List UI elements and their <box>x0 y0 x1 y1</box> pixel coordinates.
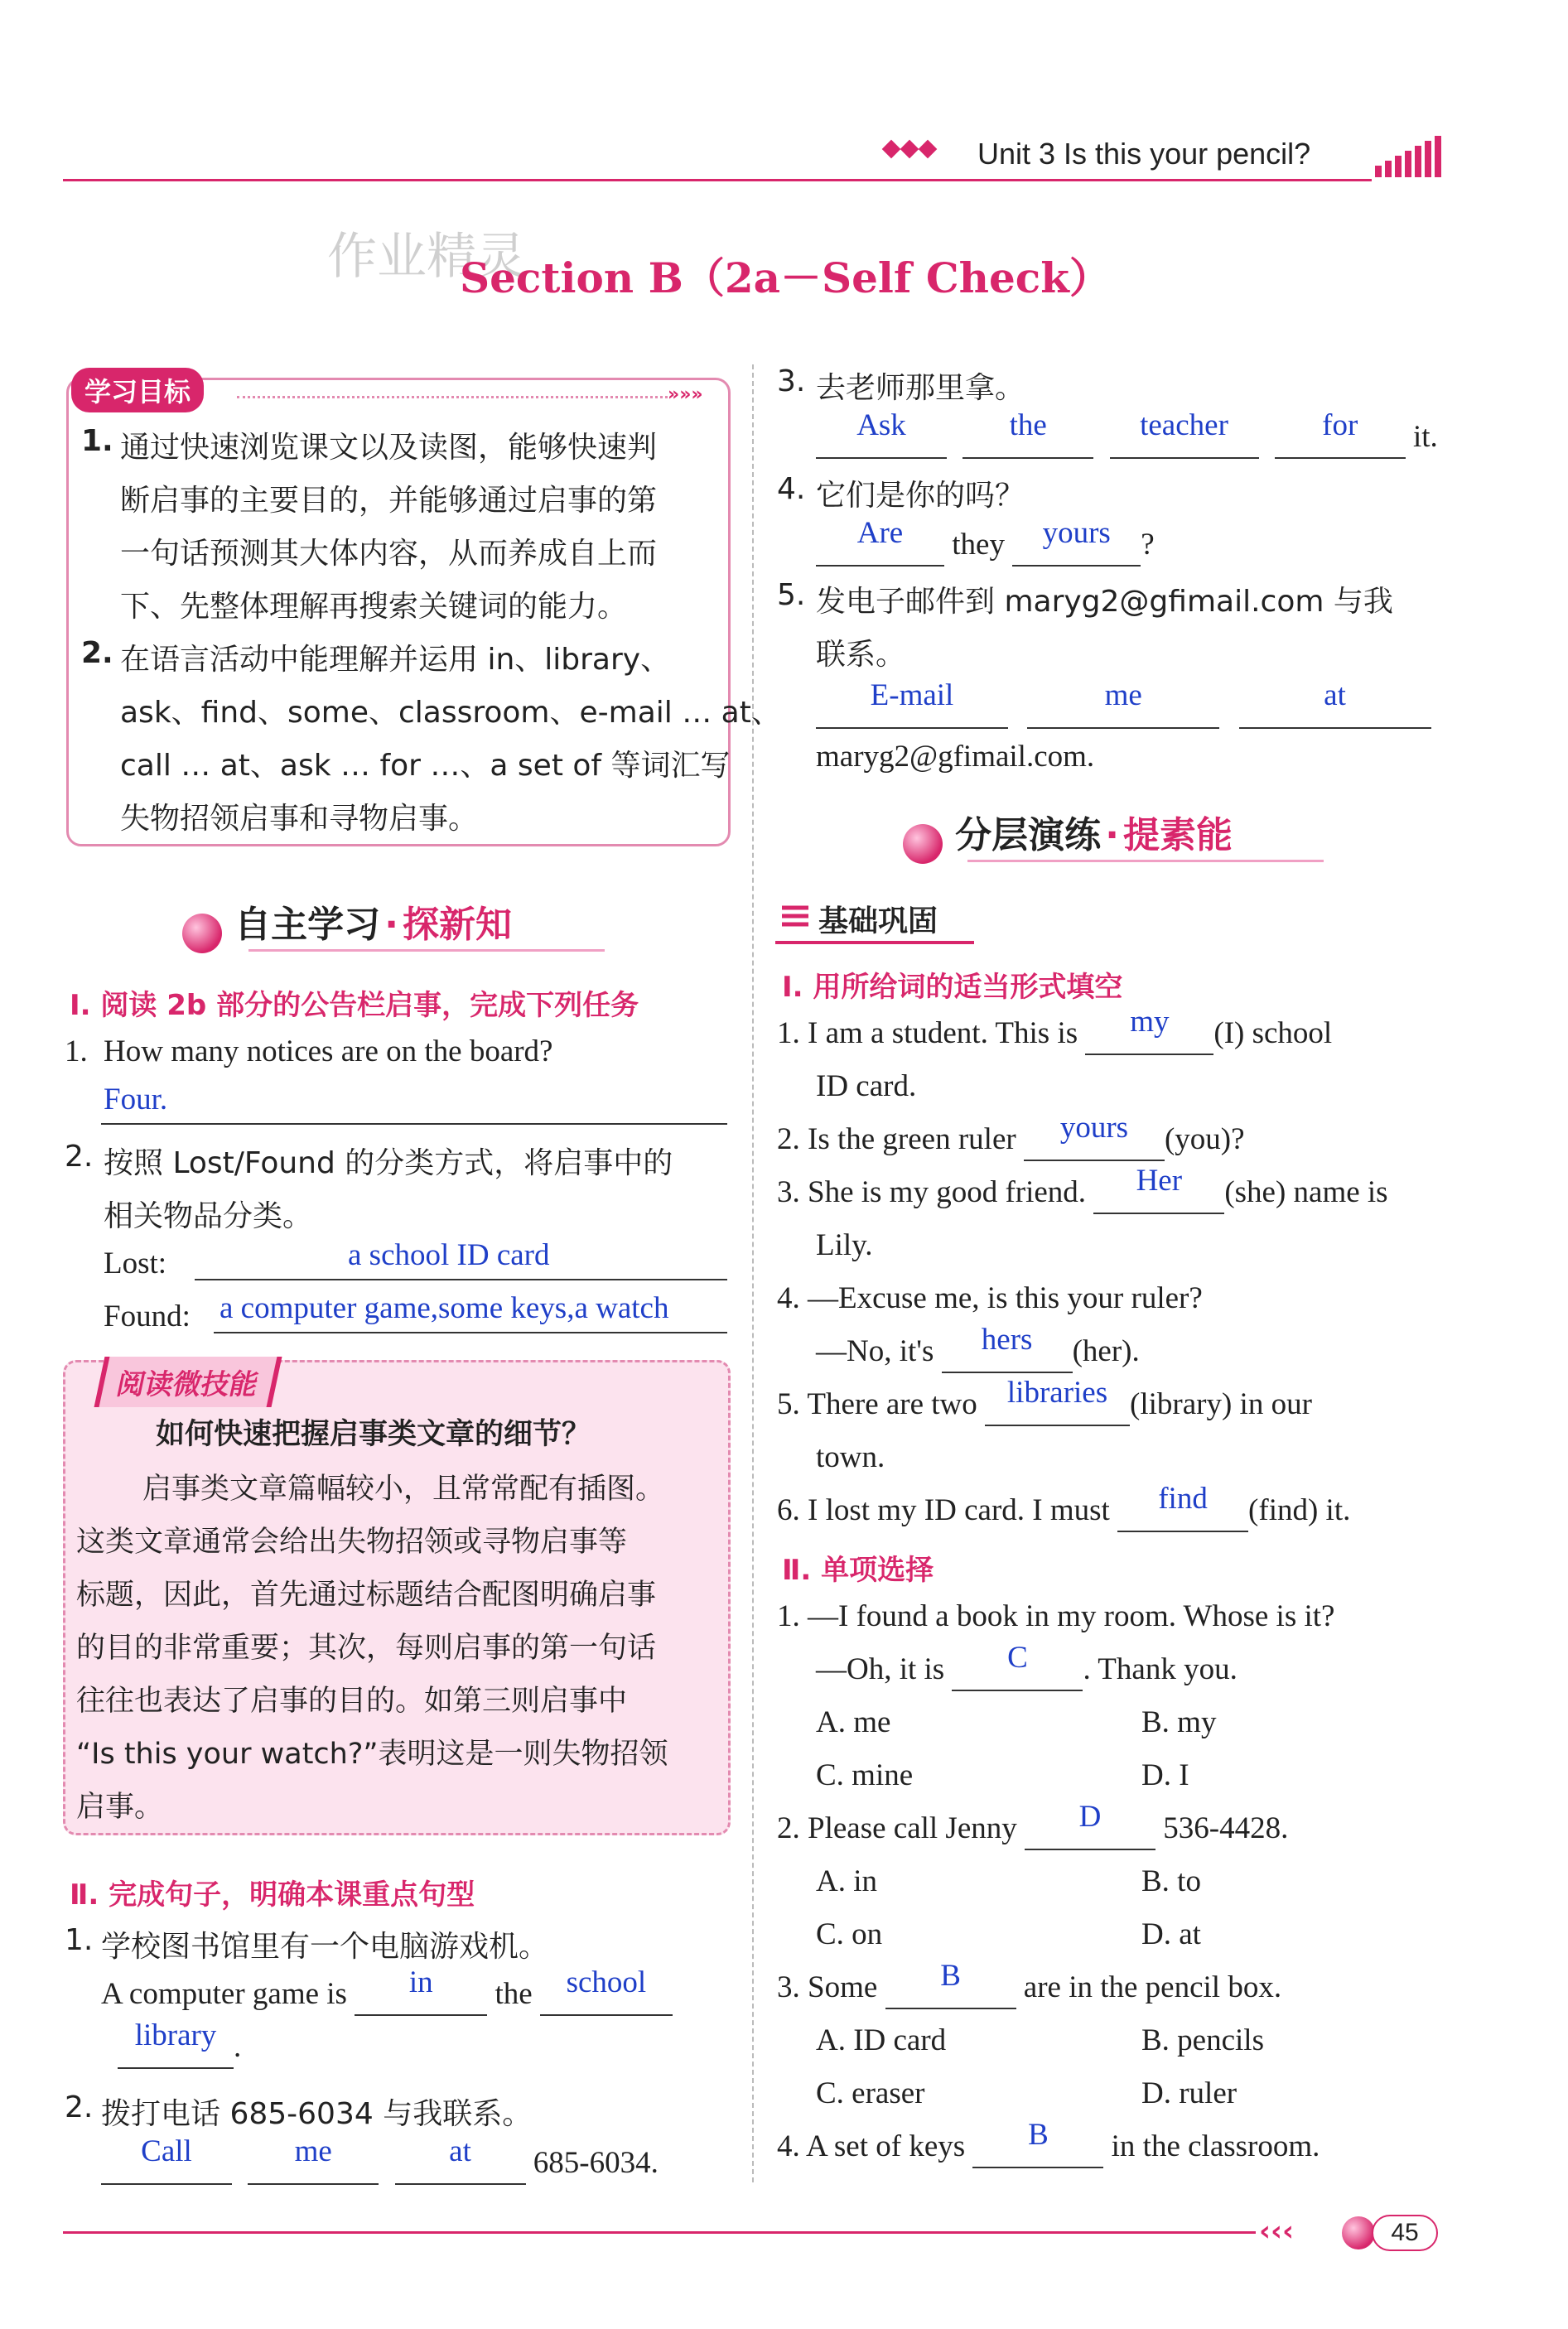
unit-title: Unit 3 Is this your pencil? <box>977 137 1311 171</box>
tip-line: 启事。 <box>76 1791 164 1824</box>
choice-3-A: A. ID card <box>816 2023 947 2057</box>
tip-line: 这类文章通常会给出失物招领或寻物启事等 <box>76 1526 628 1559</box>
goal-2-line: 在语言活动中能理解并运用 in、library、 <box>120 643 671 677</box>
watermark: 作业精灵 <box>327 228 526 286</box>
basic-underline <box>775 941 974 944</box>
s1-line: A computer game is in the school <box>101 1976 673 2016</box>
fill-4: 4. —Excuse me, is this your ruler? <box>777 1281 1203 1315</box>
tip-label: 阅读微技能 <box>94 1357 282 1407</box>
books-icon <box>779 899 812 933</box>
fill-heading: Ⅰ. 用所给词的适当形式填空 <box>782 971 1123 1004</box>
self-study-underline <box>248 949 605 952</box>
practice-underline <box>967 860 1324 862</box>
tip-title: 如何快速把握启事类文章的细节？ <box>156 1418 591 1451</box>
s1-line2: library . <box>118 2029 241 2069</box>
s3-line: Ask the teacher for it. <box>816 419 1438 459</box>
choice-3-C: C. eraser <box>816 2076 925 2110</box>
tip-line: 的目的非常重要；其次，每则启事的第一句话 <box>76 1632 657 1665</box>
choice-1-A: A. me <box>816 1705 891 1739</box>
tip-line: “Is this your watch?”表明这是一则失物招领 <box>76 1738 668 1771</box>
s5-line: E-mail me at <box>816 689 1431 729</box>
part1-heading: Ⅰ. 阅读 2b 部分的公告栏启事，完成下列任务 <box>70 989 639 1022</box>
footer-ball-icon <box>1342 2216 1375 2249</box>
choice-2-C: C. on <box>816 1917 883 1951</box>
goal-1-line: 通过快速浏览课文以及读图，能够快速判 <box>120 431 658 465</box>
fill-2: 2. Is the green ruler yours (you)? <box>777 1121 1245 1161</box>
part2-heading: Ⅱ. 完成句子，明确本课重点句型 <box>70 1878 475 1912</box>
s4-line: Are they yours ? <box>816 527 1155 567</box>
choice-1-B: B. my <box>1141 1705 1217 1739</box>
choice-2-B: B. to <box>1141 1864 1201 1898</box>
s2-num: 2. <box>65 2090 94 2124</box>
ball-icon <box>182 914 222 953</box>
q1-answer-line <box>101 1123 727 1125</box>
lost-label: Lost: <box>104 1246 167 1280</box>
q2-line1: 按照 Lost/Found 的分类方式，将启事中的 <box>104 1146 673 1180</box>
goal-2-line: ask、find、some、classroom、e-mail … at、 <box>120 696 781 730</box>
s5-num: 5. <box>777 578 806 612</box>
signal-bars-icon <box>1375 133 1450 179</box>
q1-text: How many notices are on the board? <box>104 1034 553 1068</box>
self-study-heading: 自主学习 · 探新知 <box>182 894 512 953</box>
s4-zh: 它们是你的吗？ <box>816 479 1025 513</box>
s5-zh1: 发电子邮件到 maryg2@gfimail.com 与我 <box>816 585 1393 619</box>
header-deco <box>885 142 939 159</box>
goal-1-line: 下、先整体理解再搜索关键词的能力。 <box>120 590 628 624</box>
choice-3: 3. Some B are in the pencil box. <box>777 1970 1281 2009</box>
choice-1b: —Oh, it is C . Thank you. <box>816 1652 1238 1691</box>
choice-2-A: A. in <box>816 1864 877 1898</box>
goal-1-num: 1. <box>81 424 113 458</box>
goal-2-line: 失物招领启事和寻物启事。 <box>120 802 479 836</box>
goal-2-line: call … at、ask … for …、a set of 等词汇写 <box>120 749 731 783</box>
fill-1: 1. I am a student. This is my (I) school <box>777 1015 1332 1055</box>
choice-3-D: D. ruler <box>1141 2076 1238 2110</box>
basic-label: 基础巩固 <box>818 904 938 938</box>
s1-num: 1. <box>65 1923 94 1957</box>
fill-1-cont: ID card. <box>816 1069 917 1103</box>
section-title: Section B（2a－Self Check） <box>460 253 1111 302</box>
found-line <box>214 1332 727 1333</box>
page-number: 45 <box>1372 2215 1438 2251</box>
choice-heading: Ⅱ. 单项选择 <box>782 1554 934 1587</box>
footer-rule <box>63 2231 1256 2234</box>
q2-num: 2. <box>65 1140 94 1174</box>
s4-num: 4. <box>777 472 806 506</box>
goal-2-num: 2. <box>81 636 113 670</box>
choice-1-D: D. I <box>1141 1758 1189 1792</box>
practice-heading: 分层演练 · 提素能 <box>903 805 1233 864</box>
choice-3-B: B. pencils <box>1141 2023 1264 2057</box>
tip-line: 标题，因此，首先通过标题结合配图明确启事 <box>76 1579 657 1612</box>
choice-4: 4. A set of keys B in the classroom. <box>777 2129 1320 2168</box>
choice-1-C: C. mine <box>816 1758 914 1792</box>
goal-1-line: 一句话预测其大体内容，从而养成自上而 <box>120 537 658 571</box>
lost-answer: a school ID card <box>348 1238 550 1272</box>
choice-1: 1. —I found a book in my room. Whose is it? <box>777 1599 1335 1633</box>
s2-zh: 拨打电话 685-6034 与我联系。 <box>101 2097 533 2131</box>
s5-end: maryg2@gfimail.com. <box>816 740 1095 774</box>
fill-3-cont: Lily. <box>816 1228 873 1262</box>
ball-icon <box>903 824 943 864</box>
choice-2: 2. Please call Jenny D 536-4428. <box>777 1811 1288 1850</box>
fill-6: 6. I lost my ID card. I must find (find) it. <box>777 1492 1350 1532</box>
tip-line: 启事类文章篇幅较小，且常常配有插图。 <box>142 1473 665 1506</box>
goals-label: 学习目标 <box>71 368 204 412</box>
fill-5-cont: town. <box>816 1440 885 1474</box>
lost-line <box>195 1279 727 1280</box>
found-label: Found: <box>104 1300 191 1333</box>
goals-arrows-icon: »»» <box>668 384 703 405</box>
goal-1-line: 断启事的主要目的，并能够通过启事的第 <box>120 484 658 518</box>
fill-5: 5. There are two libraries (library) in our <box>777 1386 1312 1426</box>
choice-2-D: D. at <box>1141 1917 1201 1951</box>
s5-zh2: 联系。 <box>816 638 906 672</box>
q1-answer: Four. <box>104 1083 168 1116</box>
s3-num: 3. <box>777 364 806 398</box>
footer-arrows-icon: ‹‹‹ <box>1259 2215 1295 2248</box>
s1-zh: 学校图书馆里有一个电脑游戏机。 <box>101 1930 549 1964</box>
s3-zh: 去老师那里拿。 <box>816 371 1025 405</box>
fill-4b: —No, it's hers (her). <box>816 1333 1140 1373</box>
goals-dotted-line <box>237 396 668 398</box>
q2-line2: 相关物品分类。 <box>104 1199 313 1233</box>
found-answer: a computer game,some keys,a watch <box>220 1291 669 1325</box>
s2-line: Call me at 685-6034. <box>101 2145 659 2185</box>
q1-num: 1. <box>65 1034 88 1068</box>
tip-line: 往往也表达了启事的目的。如第三则启事中 <box>76 1685 628 1718</box>
column-divider <box>752 364 754 2182</box>
header-rule <box>63 179 1372 181</box>
fill-3: 3. She is my good friend. Her (she) name is <box>777 1174 1388 1214</box>
